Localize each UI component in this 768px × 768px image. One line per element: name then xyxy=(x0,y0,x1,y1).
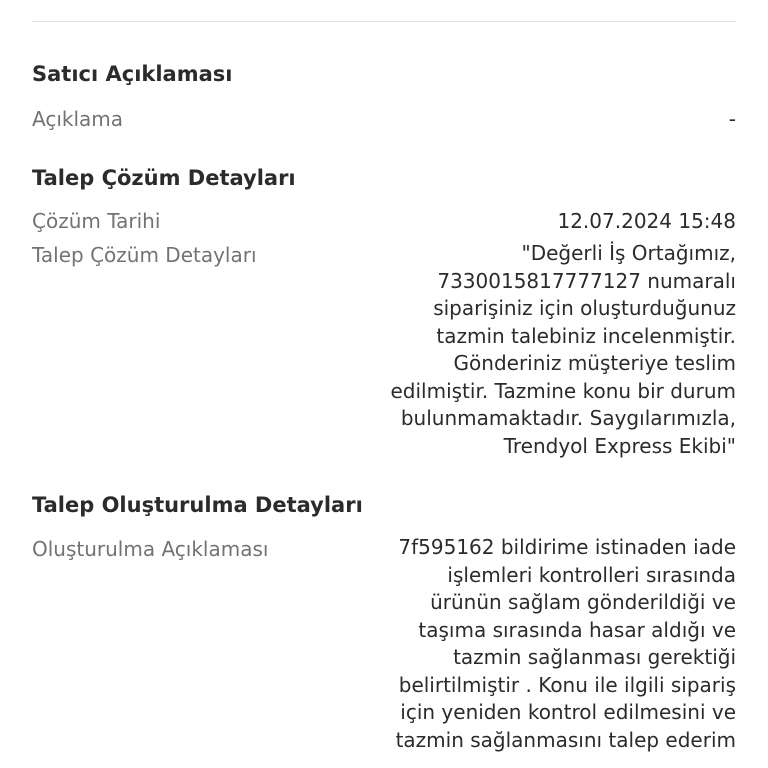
seller-section-title: Satıcı Açıklaması xyxy=(32,62,233,86)
resolution-date-label: Çözüm Tarihi xyxy=(32,209,161,233)
resolution-section-title: Talep Çözüm Detayları xyxy=(32,166,296,190)
top-divider xyxy=(32,21,736,22)
creation-description-value: 7f595162 bildirime istinaden iade işlemleri kontrolleri sırasında ürünün sağlam gönderildiği ve taşıma sırasında hasar aldığı ve tazmin sağlanması gerektiği belirtilmiştir . Konu ile ilgili sipariş için yeniden kontrol edilmesini ve tazmin sağlanmasını talep ederim xyxy=(395,535,736,752)
creation-description-label: Oluşturulma Açıklaması xyxy=(32,537,269,561)
resolution-date-value: 12.07.2024 15:48 xyxy=(557,209,736,233)
resolution-details-label: Talep Çözüm Detayları xyxy=(32,243,257,267)
resolution-details-value: "Değerli İş Ortağımız, 7330015817777127 numaralı siparişiniz için oluşturduğunuz tazmin talebiniz incelenmiştir. Gönderiniz müşteriye teslim edilmiştir. Tazmine konu bir durum bulunmamaktadır. Saygılarımızla, Trendyol Express Ekibi" xyxy=(390,241,736,458)
seller-description-value: - xyxy=(728,107,736,131)
creation-section-title: Talep Oluşturulma Detayları xyxy=(32,493,363,517)
seller-description-label: Açıklama xyxy=(32,107,124,131)
